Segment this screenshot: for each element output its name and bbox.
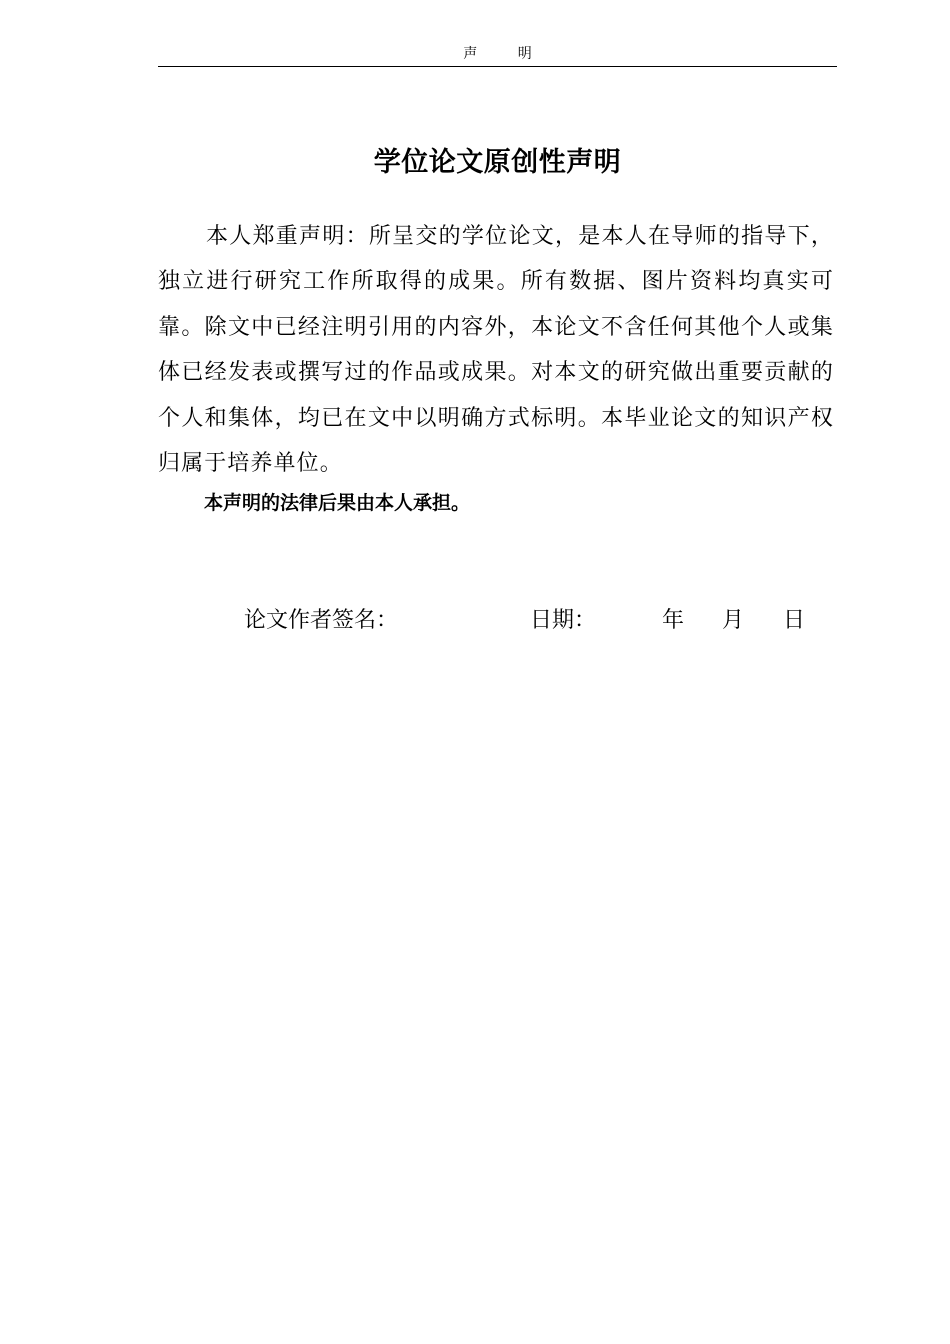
- date-year-label: 年: [662, 608, 685, 633]
- date-month-label: 月: [722, 608, 745, 633]
- date-label: 日期：: [530, 608, 597, 633]
- running-header: 声 明: [463, 46, 550, 62]
- author-signature-label: 论文作者签名：: [244, 608, 399, 633]
- page-title: 学位论文原创性声明: [373, 147, 622, 178]
- header-rule: [158, 66, 837, 67]
- declaration-paragraph: 本人郑重声明：所呈交的学位论文，是本人在导师的指导下，独立进行研究工作所取得的成果。所有数据、图片资料均真实可靠。除文中已经注明引用的内容外，本论文不含任何其他个人或集体已经发表或撰写过的作品或成果。对本文的研究做出重要贡献的个人和集体，均已在文中以明确方式标明。本毕业论文的知识产权归属于培养单位。: [158, 224, 834, 477]
- legal-statement: 本声明的法律后果由本人承担。: [204, 492, 471, 514]
- date-day-label: 日: [783, 608, 806, 633]
